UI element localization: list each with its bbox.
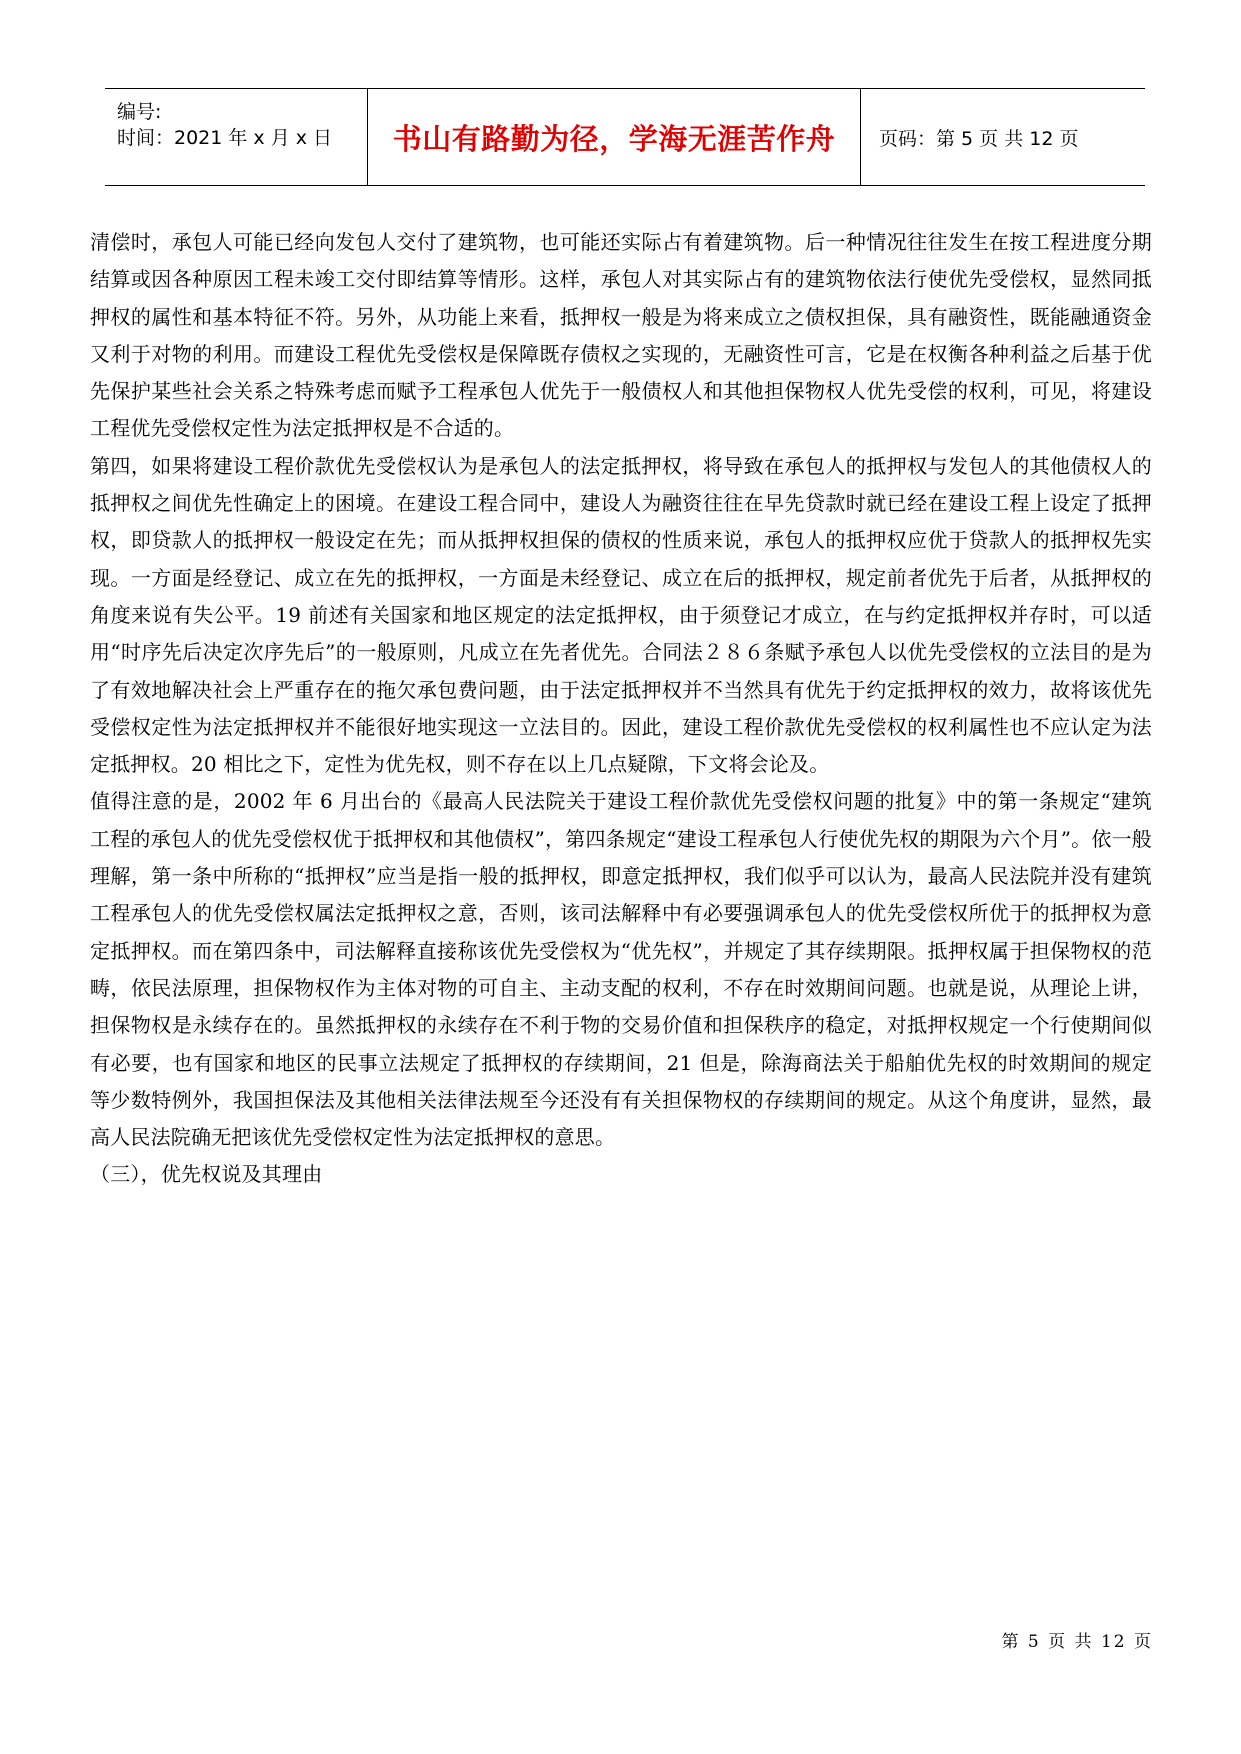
document-body [90, 224, 1152, 1194]
body-paragraph-2: 第四，如果将建设工程价款优先受偿权认为是承包人的法定抵押权，将导致在承包人的抵押权与发包人的其他债权人的抵押权之间优先性确定上的困境。在建设工程合同中，建设人为融资往往在早先贷款时就已经在建设工程上设定了抵押权，即贷款人的抵押权一般设定在先；而从抵押权担保的债权的性质来说，承包人的抵押权应优于贷款人的抵押权先实现。一方面是经登记、成立在先的抵押权，一方面是未经登记、成立在后的抵押权，规定前者优先于后者，从抵押权的角度来说有失公平。19 前述有关国家和地区规定的法定抵押权，由于须登记才成立，在与约定抵押权并存时，可以适用“时序先后决定次序先后”的一般原则，凡成立在先者优先。合同法２８６条赋予承包人以优先受偿权的立法目的是为了有效地解决社会上严重存在的拖欠承包费问题，由于法定抵押权并不当然具有优先于约定抵押权的效力，故将该优先受偿权定性为法定抵押权并不能很好地实现这一立法目的。因此，建设工程价款优先受偿权的权利属性也不应认定为法定抵押权。20 相比之下，定性为优先权，则不存在以上几点疑隙，下文将会论及。 [90, 453, 1152, 777]
document-number-label: 编号: [117, 101, 162, 123]
header-left-cell [105, 89, 368, 185]
header-page-code: 页码：第 5 页 共 12 页 [879, 127, 1079, 150]
section-heading: （三），优先权说及其理由 [90, 1162, 323, 1187]
body-paragraph-1: 清偿时，承包人可能已经向发包人交付了建筑物，也可能还实际占有着建筑物。后一种情况往往发生在按工程进度分期结算或因各种原因工程未竣工交付即结算等情形。这样，承包人对其实际占有的建筑物依法行使优先受偿权，显然同抵押权的属性和基本特征不符。另外，从功能上来看，抵押权一般是为将来成立之债权担保，具有融资性，既能融通资金又利于对物的利用。而建设工程优先受偿权是保障既存债权之实现的，无融资性可言，它是在权衡各种利益之后基于优先保护某些社会关系之特殊考虑而赋予工程承包人优先于一般债权人和其他担保物权人优先受偿的权利，可见，将建设工程优先受偿权定性为法定抵押权是不合适的。 [90, 230, 1152, 441]
body-paragraph-3: 值得注意的是，2002 年 6 月出台的《最高人民法院关于建设工程价款优先受偿权问题的批复》中的第一条规定“建筑工程的承包人的优先受偿权优于抵押权和其他债权”，第四条规定“建设工程承包人行使优先权的期限为六个月”。依一般理解，第一条中所称的“抵押权”应当是指一般的抵押权，即意定抵押权，我们似乎可以认为，最高人民法院并没有建筑工程承包人的优先受偿权属法定抵押权之意，否则，该司法解释中有必要强调承包人的优先受偿权所优于的抵押权为意定抵押权。而在第四条中，司法解释直接称该优先受偿权为“优先权”，并规定了其存续期限。抵押权属于担保物权的范畴，依民法原理，担保物权作为主体对物的可自主、主动支配的权利，不存在时效期间问题。也就是说，从理论上讲，担保物权是永续存在的。虽然抵押权的永续存在不利于物的交易价值和担保秩序的稳定，对抵押权规定一个行使期间似有必要，也有国家和地区的民事立法规定了抵押权的存续期间，21 但是，除海商法关于船舶优先权的时效期间的规定等少数特例外，我国担保法及其他相关法律法规至今还没有有关担保物权的存续期间的规定。从这个角度讲，显然，最高人民法院确无把该优先受偿权定性为法定抵押权的意思。 [90, 789, 1152, 1150]
header-motto-cell [368, 89, 861, 185]
header-motto: 书山有路勤为径，学海无涯苦作舟 [392, 121, 836, 156]
document-time-label: 时间：2021 年 x 月 x 日 [117, 127, 333, 149]
page-footer-number: 第 5 页 共 12 页 [1001, 1632, 1153, 1652]
page-header [105, 88, 1145, 186]
